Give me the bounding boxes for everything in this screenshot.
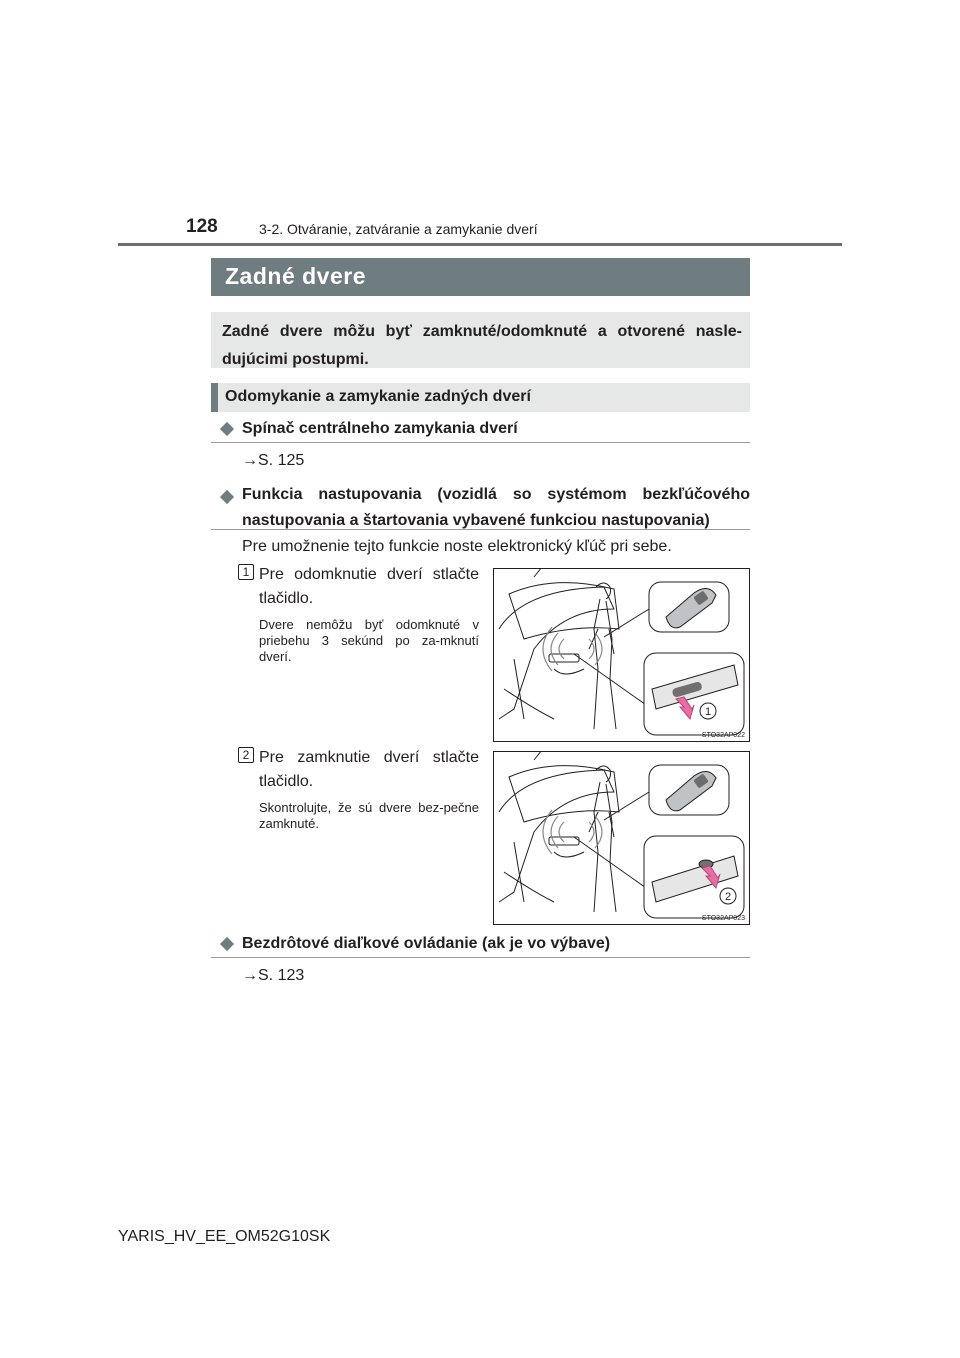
figure-lock-illustration — [493, 751, 750, 925]
section-title-bar — [211, 258, 750, 296]
step-number-2: 2 — [238, 747, 254, 763]
car-unlock-illustration — [494, 569, 749, 741]
callout-1: 1 — [704, 706, 712, 718]
bullet-rule — [211, 529, 750, 530]
figure-code: STO32AP022 — [701, 732, 745, 739]
step-1-note: Dvere nemôžu byť odomknuté v priebehu 3 sekúnd po za-mknutí dverí. — [259, 617, 479, 664]
header-rule — [118, 243, 842, 246]
diamond-bullet-icon — [220, 937, 234, 951]
bullet-heading-remote: Bezdrôtové diaľkové ovládanie (ak je vo výbave) — [242, 935, 611, 952]
subheading: Odomykanie a zamykanie zadných dverí — [225, 388, 531, 405]
page-number: 128 — [186, 216, 218, 237]
figure-unlock-illustration — [493, 568, 750, 742]
step-1-instruction: Pre odomknutie dverí stlačte tlačidlo. — [259, 566, 479, 607]
callout-2: 2 — [724, 891, 732, 903]
bullet-rule — [211, 957, 750, 958]
diamond-bullet-icon — [220, 490, 234, 504]
step-number-1: 1 — [238, 564, 254, 580]
car-lock-illustration — [494, 752, 749, 924]
bullet-heading-central-lock: Spínač centrálneho zamykania dverí — [242, 420, 518, 437]
document-footer-code: YARIS_HV_EE_OM52G10SK — [118, 1228, 331, 1245]
bullet-rule — [211, 442, 750, 443]
step-2-instruction: Pre zamknutie dverí stlačte tlačidlo. — [259, 749, 479, 790]
intro-box — [211, 312, 750, 368]
bullet-heading-entry-function: Funkcia nastupovania (vozidlá so systémom bezkľúčového nastupovania a štartovania vybavené funkciou nastupovania) — [242, 486, 750, 529]
page-reference-link[interactable]: →S. 123 — [242, 967, 305, 984]
entry-function-text: Pre umožnenie tejto funkcie noste elektronický kľúč pri sebe. — [242, 538, 672, 555]
intro-text: Zadné dvere môžu byť zamknuté/odomknuté a otvorené nasle-dujúcimi postupmi. — [222, 323, 742, 368]
page-reference-link[interactable]: →S. 125 — [242, 452, 305, 469]
figure-code: STO32AP023 — [701, 915, 745, 922]
chapter-title: 3-2. Otváranie, zatváranie a zamykanie dverí — [259, 221, 538, 237]
subheading-bar — [211, 383, 750, 412]
section-title: Zadné dvere — [225, 263, 366, 289]
step-2-note: Skontrolujte, že sú dvere bez-pečne zamknuté. — [259, 800, 479, 831]
diamond-bullet-icon — [220, 422, 234, 436]
